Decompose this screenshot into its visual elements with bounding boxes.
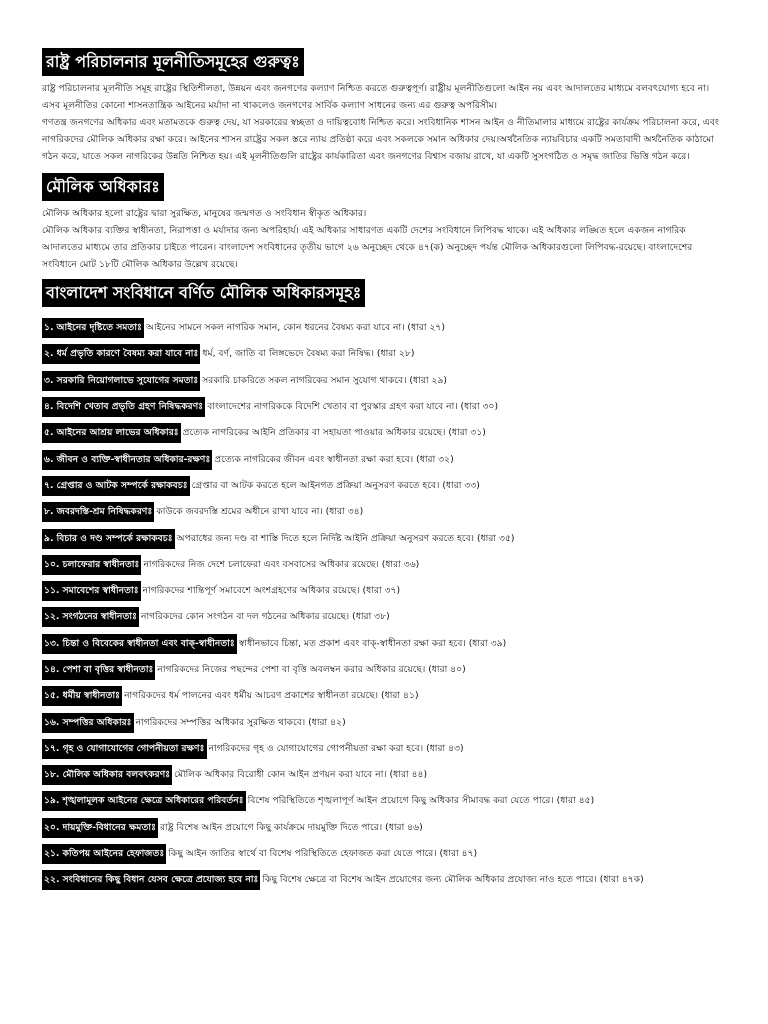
right-desc: আইনের সামনে সকল নাগরিক সমান, কোন ধরনের বৈষম্য করা যাবে না। (ধারা ২৭)	[145, 322, 445, 334]
fundamental-paragraph-1: মৌলিক অধিকার হলো রাষ্ট্রের দ্বারা সুরক্ষিত, মানুষের জন্মগত ও সংবিধান স্বীকৃত অধিকার।	[42, 208, 367, 219]
right-desc: ধর্ম, বর্ণ, জাতি বা লিঙ্গভেদে বৈষম্য করা নিষিদ্ধ। (ধারা ২৮)	[202, 348, 415, 360]
right-title: ২১. কতিপয় আইনের হেফাজতঃ	[42, 844, 166, 864]
right-title: ১০. চলাফেরার স্বাধীনতাঃ	[42, 555, 141, 575]
right-item-20	[42, 815, 722, 841]
right-title: ৯. বিচার ও দণ্ড সম্পর্কে রক্ষাকবচঃ	[42, 529, 175, 549]
right-item-21	[42, 841, 722, 867]
heading-bd-rights: বাংলাদেশ সংবিধানে বর্ণিত মৌলিক অধিকারসমূহঃ	[42, 279, 365, 307]
importance-paragraph-2: গণতন্ত্র জনগণের অধিকার এবং মতামতকে গুরুত্ব দেয়, যা সরকারের স্বচ্ছতা ও দায়িত্ববোধ নিশ্চিত করে। সংবিধানিক শাসন আইন ও নীতিমালার মাধ্যমে রাষ্ট্রের কার্যক্রম পরিচালনা করে, এবং নাগরিকদের মৌলিক অধিকার রক্ষা করে। আইনের শাসন রাষ্ট্রের সকল স্তরে ন্যায় প্রতিষ্ঠা করে এবং সকলকে সমান অধিকার দেয়।অর্থনৈতিক ন্যায়বিচার একটি সমতাবাদী অর্থনৈতিক কাঠামো গঠন করে, যাতে সকল নাগরিকের উন্নতি নিশ্চিত হয়। এই মূলনীতিগুলি রাষ্ট্রের কার্যকারিতা এবং জনগণের বিশ্বাস বজায় রাখে, যা একটি সুসংগঠিত ও সমৃদ্ধ জাতির ভিত্তি গঠন করে।	[42, 117, 719, 162]
right-item-7	[42, 473, 722, 499]
right-desc: বিশেষ পরিস্থিতিতে শৃঙ্খলাপূর্ণ আইন প্রয়োগে কিছু অধিকার সীমাবদ্ধ করা যেতে পারে। (ধারা ৪৫)	[247, 795, 595, 807]
right-desc: স্বাধীনভাবে চিন্তা, মত প্রকাশ এবং বাক্-স্বাধীনতা রক্ষা করা হবে। (ধারা ৩৯)	[238, 637, 507, 649]
right-title: ১৭. গৃহ ও যোগাযোগের গোপনীয়তা রক্ষণঃ	[42, 739, 207, 759]
right-desc: প্রত্যেক নাগরিকের জীবন এবং স্বাধীনতা রক্ষা করা হবে। (ধারা ৩২)	[214, 453, 454, 465]
fundamental-paragraph-2: মৌলিক অধিকার ব্যক্তির স্বাধীনতা, নিরাপত্তা ও মর্যাদার জন্য অপরিহার্য। এই অধিকার সাধারণত একটি দেশের সংবিধানে লিপিবদ্ধ থাকে। এই অধিকার লঙ্ঘিত হলে একজন নাগরিক আদালতের মাধ্যমে তার প্রতিকার চাইতে পারেন। বাংলাদেশ সংবিধানের তৃতীয় ভাগে ২৬ অনুচ্ছেদ থেকে ৪৭(ক) অনুচ্ছেদ পর্যন্ত মৌলিক অধিকারগুলো লিপিবদ্ধ-রয়েছে। বাংলাদেশের সংবিধানে মোট ১৮টি মৌলিক অধিকার উল্লেখ রয়েছে।	[42, 225, 693, 270]
right-desc: নাগরিকদের গৃহ ও যোগাযোগের গোপনীয়তা রক্ষা করা হবে। (ধারা ৪৩)	[208, 742, 464, 754]
right-item-19	[42, 788, 722, 814]
right-desc: কিছু আইন জাতির স্বার্থে বা বিশেষ পরিস্থিতিতে হেফাজত করা যেতে পারে। (ধারা ৪৭)	[168, 848, 478, 860]
right-title: ২০. দায়মুক্তি-বিধানের ক্ষমতাঃ	[42, 818, 158, 838]
right-item-22	[42, 867, 722, 893]
right-item-9	[42, 525, 722, 551]
right-title: ১৮. মৌলিক অধিকার বলবৎকরণঃ	[42, 765, 172, 785]
right-item-3	[42, 368, 722, 394]
right-item-11	[42, 578, 722, 604]
right-desc: নাগরিকদের কোন সংগঠন বা দল গঠনের অধিকার রয়েছে। (ধারা ৩৮)	[140, 611, 390, 623]
right-item-2	[42, 341, 722, 367]
right-title: ৩. সরকারি নিয়োগলাভে সুযোগের সমতাঃ	[42, 371, 200, 391]
right-title: ৮. জবরদস্তি-শ্রম নিষিদ্ধকরণঃ	[42, 502, 154, 522]
heading-fundamental-rights: মৌলিক অধিকারঃ	[42, 173, 164, 201]
heading-importance: রাষ্ট্র পরিচালনার মূলনীতিসমূহের গুরুত্বঃ	[42, 48, 304, 76]
rights-list	[42, 315, 722, 894]
right-item-6	[42, 446, 722, 472]
right-desc: বাংলাদেশের নাগরিককে বিদেশি খেতাব বা পুরস্কার গ্রহণ করা যাবে না। (ধারা ৩০)	[207, 401, 499, 413]
right-title: ১. আইনের দৃষ্টিতে সমতাঃ	[42, 318, 144, 338]
right-desc: নাগরিকদের শান্তিপূর্ণ সমাবেশে অংশগ্রহণের অধিকার রয়েছে। (ধারা ৩৭)	[142, 585, 401, 597]
right-desc: সরকারি চাকরিতে সকল নাগরিকের সমান সুযোগ থাকবে। (ধারা ২৯)	[202, 374, 447, 386]
right-desc: গ্রেপ্তার বা আটক করতে হলে আইনগত প্রক্রিয়া অনুসরণ করতে হবে। (ধারা ৩৩)	[191, 479, 480, 491]
right-item-5	[42, 420, 722, 446]
right-desc: নাগরিকদের নিজ দেশে চলাফেরা এবং বসবাসের অধিকার রয়েছে। (ধারা ৩৬)	[143, 558, 420, 570]
importance-paragraph-1: রাষ্ট্র পরিচালনার মূলনীতি সমূহ রাষ্ট্রের স্থিতিশীলতা, উন্নয়ন এবং জনগণের কল্যাণ নিশ্চিত করতে গুরুত্বপূর্ণ। রাষ্ট্রীয় মূলনীতিগুলো আইন নয় এবং আদালতের মাধ্যমে বলবৎযোগ্য হবে না। এসব মূলনীতির কোনো শাসনতান্ত্রিক আইনের মর্যাদা না থাকলেও জনগণের সার্বিক কল্যাণ সাধনের জন্য এর গুরুত্ব অপরিসীম।	[42, 83, 710, 111]
right-item-1	[42, 315, 722, 341]
right-title: ৫. আইনের আশ্রয় লাভের অধিকারঃ	[42, 423, 181, 443]
right-title: ১৬. সম্পত্তির অধিকারঃ	[42, 713, 134, 733]
right-desc: কাউকে জবরদস্তি শ্রমের অধীনে রাখা যাবে না। (ধারা ৩৪)	[156, 506, 364, 518]
right-desc: রাষ্ট্র বিশেষ আইন প্রয়োগে কিছু কার্যক্রমে দায়মুক্তি দিতে পারে। (ধারা ৪৬)	[160, 821, 423, 833]
right-desc: প্রত্যেক নাগরিকের আইনি প্রতিকার বা সহায়তা পাওয়ার অধিকার রয়েছে। (ধারা ৩১)	[182, 427, 486, 439]
right-item-16	[42, 709, 722, 735]
right-item-12	[42, 604, 722, 630]
right-title: ৪. বিদেশি খেতাব প্রভৃতি গ্রহণ নিষিদ্ধকরণঃ	[42, 397, 205, 417]
right-title: ৭. গ্রেপ্তার ও আটক সম্পর্কে রক্ষাকবচঃ	[42, 476, 190, 496]
right-title: ২২. সংবিধানের কিছু বিধান যেসব ক্ষেত্রে প্রযোজ্য হবে নাঃ	[42, 870, 260, 890]
right-title: ১৩. চিন্তা ও বিবেকের স্বাধীনতা এবং বাক্-স্বাধীনতাঃ	[42, 634, 237, 654]
right-desc: কিছু বিশেষ ক্ষেত্রে বা বিশেষ আইন প্রয়োগের জন্য মৌলিক অধিকার প্রযোজ্য নাও হতে পারে। (ধারা ৪৭ক)	[262, 874, 644, 886]
right-item-17	[42, 736, 722, 762]
right-title: ১৪. পেশা বা বৃত্তির স্বাধীনতাঃ	[42, 660, 155, 680]
right-item-18	[42, 762, 722, 788]
right-item-14	[42, 657, 722, 683]
right-item-10	[42, 552, 722, 578]
right-desc: নাগরিকদের সম্পত্তির অধিকার সুরক্ষিত থাকবে। (ধারা ৪২)	[135, 716, 346, 728]
right-title: ১১. সমাবেশের স্বাধীনতাঃ	[42, 581, 141, 601]
right-item-4	[42, 394, 722, 420]
right-item-15	[42, 683, 722, 709]
right-desc: নাগরিকদের নিজের পছন্দের পেশা বা বৃত্তি অবলম্বন করার অধিকার রয়েছে। (ধারা ৪০)	[157, 664, 466, 675]
right-title: ১৯. শৃঙ্খলামূলক আইনের ক্ষেত্রে অধিকারের পরিবর্তনঃ	[42, 791, 246, 811]
right-item-13	[42, 631, 722, 657]
right-desc: নাগরিকদের ধর্ম পালনের এবং ধর্মীয় আচরণ প্রকাশের স্বাধীনতা রয়েছে। (ধারা ৪১)	[124, 690, 419, 702]
right-title: ১২. সংগঠনের স্বাধীনতাঃ	[42, 607, 139, 627]
right-title: ৬. জীবন ও ব্যক্তি-স্বাধীনতার অধিকার-রক্ষণঃ	[42, 450, 212, 470]
right-desc: মৌলিক অধিকার বিরোধী কোন আইন প্রণয়ন করা যাবে না। (ধারা ৪৪)	[174, 769, 428, 781]
right-desc: অপরাধের জন্য দণ্ড বা শাস্তি দিতে হলে নির্দিষ্ট আইনি প্রক্রিয়া অনুসরণ করতে হবে। (ধারা ৩৫)	[176, 532, 515, 544]
right-item-8	[42, 499, 722, 525]
right-title: ১৫. ধর্মীয় স্বাধীনতাঃ	[42, 686, 122, 706]
right-title: ২. ধর্ম প্রভৃতি কারণে বৈষম্য করা যাবে নাঃ	[42, 344, 200, 364]
